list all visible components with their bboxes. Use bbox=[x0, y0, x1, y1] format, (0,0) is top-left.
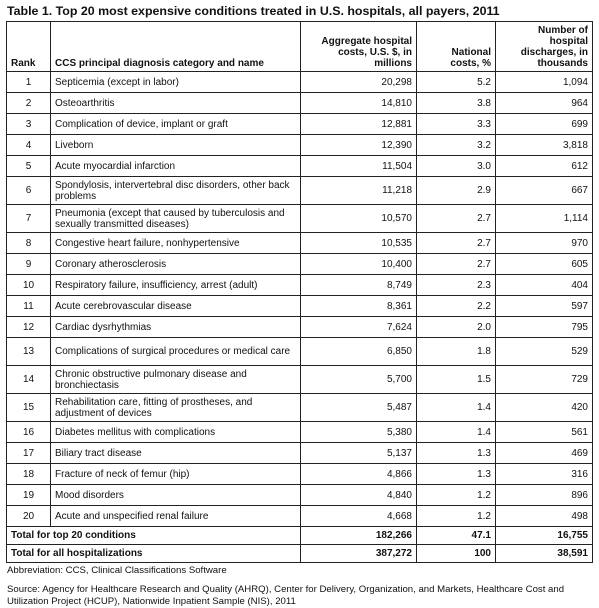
diagnosis-cell: Osteoarthritis bbox=[51, 93, 301, 114]
table-row bbox=[7, 275, 593, 296]
national-pct-cell: 5.2 bbox=[417, 72, 496, 93]
diagnosis-cell: Rehabilitation care, fitting of prostheses, and adjustment of devices bbox=[51, 394, 301, 422]
diagnosis-cell: Mood disorders bbox=[51, 485, 301, 506]
national-pct-cell: 2.2 bbox=[417, 296, 496, 317]
rank-cell: 4 bbox=[7, 135, 51, 156]
diagnosis-cell: Cardiac dysrhythmias bbox=[51, 317, 301, 338]
total-discharges-cell: 16,755 bbox=[496, 527, 593, 545]
diagnosis-cell: Congestive heart failure, nonhypertensive bbox=[51, 233, 301, 254]
costs-cell: 4,866 bbox=[301, 464, 417, 485]
costs-cell: 10,570 bbox=[301, 205, 417, 233]
discharges-cell: 699 bbox=[496, 114, 593, 135]
national-pct-cell: 1.2 bbox=[417, 506, 496, 527]
diagnosis-cell: Acute and unspecified renal failure bbox=[51, 506, 301, 527]
header-diagnosis: CCS principal diagnosis category and name bbox=[51, 22, 301, 72]
table-row bbox=[7, 135, 593, 156]
diagnosis-cell: Diabetes mellitus with complications bbox=[51, 422, 301, 443]
table-row bbox=[7, 422, 593, 443]
discharges-cell: 729 bbox=[496, 366, 593, 394]
discharges-cell: 964 bbox=[496, 93, 593, 114]
costs-cell: 5,380 bbox=[301, 422, 417, 443]
table-row bbox=[7, 156, 593, 177]
national-pct-cell: 3.2 bbox=[417, 135, 496, 156]
diagnosis-cell: Septicemia (except in labor) bbox=[51, 72, 301, 93]
header-discharges: Number of hospital discharges, in thousands bbox=[496, 22, 593, 72]
table-row bbox=[7, 254, 593, 275]
costs-cell: 4,668 bbox=[301, 506, 417, 527]
costs-cell: 8,749 bbox=[301, 275, 417, 296]
table-row bbox=[7, 338, 593, 366]
diagnosis-cell: Respiratory failure, insufficiency, arrest (adult) bbox=[51, 275, 301, 296]
national-pct-cell: 2.7 bbox=[417, 233, 496, 254]
conditions-table bbox=[6, 21, 593, 563]
rank-cell: 18 bbox=[7, 464, 51, 485]
discharges-cell: 498 bbox=[496, 506, 593, 527]
discharges-cell: 896 bbox=[496, 485, 593, 506]
diagnosis-cell: Complication of device, implant or graft bbox=[51, 114, 301, 135]
costs-cell: 7,624 bbox=[301, 317, 417, 338]
rank-cell: 5 bbox=[7, 156, 51, 177]
diagnosis-cell: Acute cerebrovascular disease bbox=[51, 296, 301, 317]
discharges-cell: 3,818 bbox=[496, 135, 593, 156]
discharges-cell: 612 bbox=[496, 156, 593, 177]
national-pct-cell: 2.9 bbox=[417, 177, 496, 205]
total-row bbox=[7, 545, 593, 563]
costs-cell: 6,850 bbox=[301, 338, 417, 366]
national-pct-cell: 2.7 bbox=[417, 254, 496, 275]
header-costs: Aggregate hospital costs, U.S. $, in millions bbox=[301, 22, 417, 72]
table-body bbox=[7, 72, 593, 563]
national-pct-cell: 1.5 bbox=[417, 366, 496, 394]
costs-cell: 12,881 bbox=[301, 114, 417, 135]
discharges-cell: 1,094 bbox=[496, 72, 593, 93]
rank-cell: 10 bbox=[7, 275, 51, 296]
national-pct-cell: 2.3 bbox=[417, 275, 496, 296]
costs-cell: 5,700 bbox=[301, 366, 417, 394]
discharges-cell: 605 bbox=[496, 254, 593, 275]
diagnosis-cell: Coronary atherosclerosis bbox=[51, 254, 301, 275]
costs-cell: 5,487 bbox=[301, 394, 417, 422]
rank-cell: 7 bbox=[7, 205, 51, 233]
national-pct-cell: 1.3 bbox=[417, 464, 496, 485]
costs-cell: 10,400 bbox=[301, 254, 417, 275]
discharges-cell: 970 bbox=[496, 233, 593, 254]
table-row bbox=[7, 93, 593, 114]
table-row bbox=[7, 233, 593, 254]
costs-cell: 20,298 bbox=[301, 72, 417, 93]
national-pct-cell: 1.4 bbox=[417, 394, 496, 422]
national-pct-cell: 1.8 bbox=[417, 338, 496, 366]
source-note: Source: Agency for Healthcare Research and Quality (AHRQ), Center for Delivery, Organization, and Markets, Healthcare Cost and Utilization Project (HCUP), Nationwide Inpatient Sample (NIS), 2011 bbox=[7, 584, 565, 607]
rank-cell: 12 bbox=[7, 317, 51, 338]
discharges-cell: 420 bbox=[496, 394, 593, 422]
costs-cell: 4,840 bbox=[301, 485, 417, 506]
discharges-cell: 404 bbox=[496, 275, 593, 296]
diagnosis-cell: Pneumonia (except that caused by tuberculosis and sexually transmitted diseases) bbox=[51, 205, 301, 233]
diagnosis-cell: Acute myocardial infarction bbox=[51, 156, 301, 177]
rank-cell: 13 bbox=[7, 338, 51, 366]
national-pct-cell: 1.3 bbox=[417, 443, 496, 464]
table-row bbox=[7, 72, 593, 93]
costs-cell: 10,535 bbox=[301, 233, 417, 254]
costs-cell: 11,504 bbox=[301, 156, 417, 177]
table-notes bbox=[7, 565, 593, 608]
table-title: Table 1. Top 20 most expensive conditions treated in U.S. hospitals, all payers, 2011 bbox=[7, 4, 500, 18]
diagnosis-cell: Fracture of neck of femur (hip) bbox=[51, 464, 301, 485]
total-costs-cell: 387,272 bbox=[301, 545, 417, 563]
diagnosis-cell: Liveborn bbox=[51, 135, 301, 156]
total-label-cell: Total for all hospitalizations bbox=[7, 545, 301, 563]
header-rank: Rank bbox=[7, 22, 51, 72]
rank-cell: 16 bbox=[7, 422, 51, 443]
table-row bbox=[7, 394, 593, 422]
discharges-cell: 795 bbox=[496, 317, 593, 338]
table-row bbox=[7, 317, 593, 338]
costs-cell: 5,137 bbox=[301, 443, 417, 464]
discharges-cell: 561 bbox=[496, 422, 593, 443]
rank-cell: 1 bbox=[7, 72, 51, 93]
costs-cell: 14,810 bbox=[301, 93, 417, 114]
rank-cell: 11 bbox=[7, 296, 51, 317]
national-pct-cell: 1.4 bbox=[417, 422, 496, 443]
total-label-cell: Total for top 20 conditions bbox=[7, 527, 301, 545]
table-row bbox=[7, 464, 593, 485]
table-row bbox=[7, 366, 593, 394]
abbreviation-note: Abbreviation: CCS, Clinical Classifications Software bbox=[7, 565, 227, 576]
rank-cell: 15 bbox=[7, 394, 51, 422]
diagnosis-cell: Chronic obstructive pulmonary disease and bronchiectasis bbox=[51, 366, 301, 394]
rank-cell: 8 bbox=[7, 233, 51, 254]
total-pct-cell: 47.1 bbox=[417, 527, 496, 545]
total-costs-cell: 182,266 bbox=[301, 527, 417, 545]
rank-cell: 9 bbox=[7, 254, 51, 275]
rank-cell: 17 bbox=[7, 443, 51, 464]
discharges-cell: 469 bbox=[496, 443, 593, 464]
table-row bbox=[7, 443, 593, 464]
total-row bbox=[7, 527, 593, 545]
national-pct-cell: 3.0 bbox=[417, 156, 496, 177]
discharges-cell: 667 bbox=[496, 177, 593, 205]
rank-cell: 19 bbox=[7, 485, 51, 506]
total-discharges-cell: 38,591 bbox=[496, 545, 593, 563]
costs-cell: 12,390 bbox=[301, 135, 417, 156]
rank-cell: 3 bbox=[7, 114, 51, 135]
header-row bbox=[7, 22, 593, 72]
table-row bbox=[7, 205, 593, 233]
table-row bbox=[7, 114, 593, 135]
table-row bbox=[7, 485, 593, 506]
costs-cell: 11,218 bbox=[301, 177, 417, 205]
diagnosis-cell: Complications of surgical procedures or medical care bbox=[51, 338, 301, 366]
rank-cell: 14 bbox=[7, 366, 51, 394]
national-pct-cell: 2.0 bbox=[417, 317, 496, 338]
discharges-cell: 597 bbox=[496, 296, 593, 317]
national-pct-cell: 3.3 bbox=[417, 114, 496, 135]
national-pct-cell: 3.8 bbox=[417, 93, 496, 114]
total-pct-cell: 100 bbox=[417, 545, 496, 563]
discharges-cell: 316 bbox=[496, 464, 593, 485]
discharges-cell: 1,114 bbox=[496, 205, 593, 233]
table-row bbox=[7, 177, 593, 205]
costs-cell: 8,361 bbox=[301, 296, 417, 317]
national-pct-cell: 1.2 bbox=[417, 485, 496, 506]
discharges-cell: 529 bbox=[496, 338, 593, 366]
table-row bbox=[7, 506, 593, 527]
national-pct-cell: 2.7 bbox=[417, 205, 496, 233]
rank-cell: 6 bbox=[7, 177, 51, 205]
header-national-pct: National costs, % bbox=[417, 22, 496, 72]
table-row bbox=[7, 296, 593, 317]
diagnosis-cell: Biliary tract disease bbox=[51, 443, 301, 464]
rank-cell: 20 bbox=[7, 506, 51, 527]
diagnosis-cell: Spondylosis, intervertebral disc disorders, other back problems bbox=[51, 177, 301, 205]
rank-cell: 2 bbox=[7, 93, 51, 114]
